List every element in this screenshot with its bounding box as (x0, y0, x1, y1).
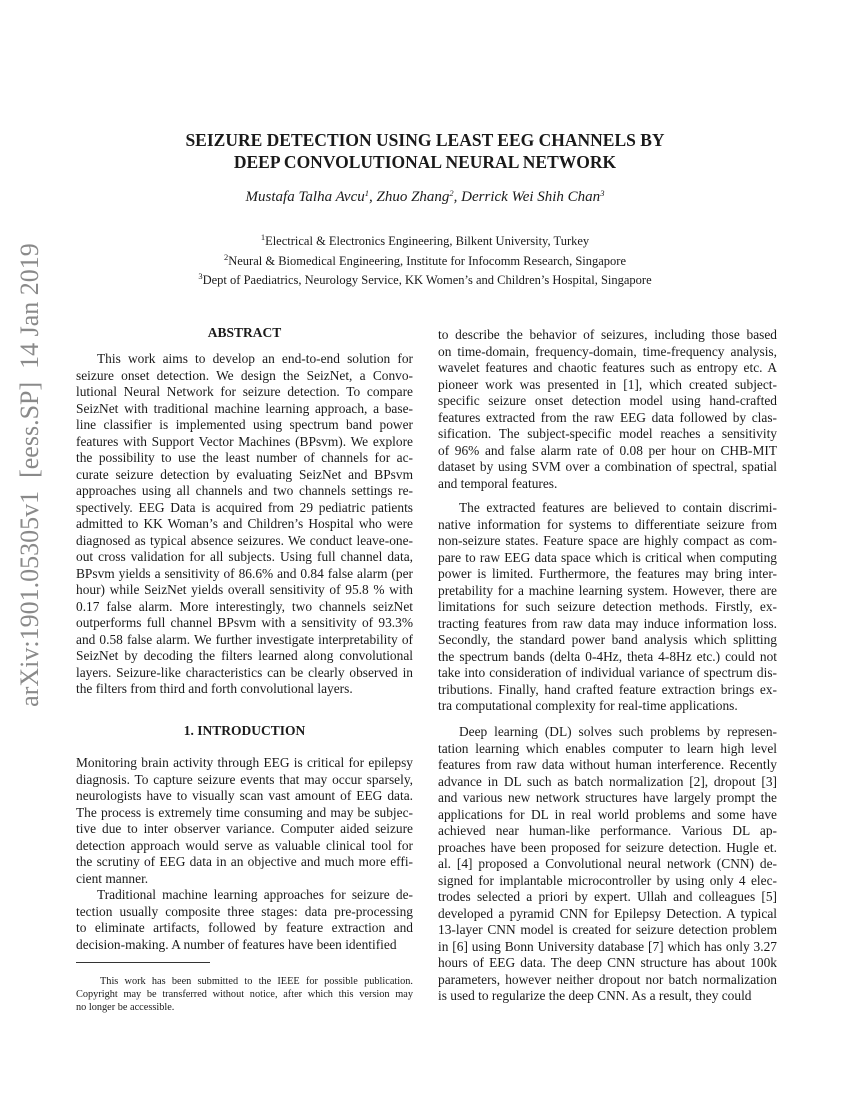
text-line: neurologists have to visually scan vast amount of EEG data. (76, 788, 413, 803)
body-paragraph (76, 755, 413, 887)
introduction-heading: 1. INTRODUCTION (183, 723, 306, 738)
text-line: achieved near human-like performance. Various DL ap- (438, 823, 777, 838)
affiliation-mark: 2 (223, 252, 229, 262)
author-name: Derrick Wei Shih Chan (461, 189, 601, 205)
text-line: the possibility to use the least number of channels for ac- (76, 450, 413, 465)
text-line: pioneer work was presented in [1], which created subject- (438, 376, 777, 392)
text-line: line classifier is implemented using spectrum band power (76, 417, 413, 432)
text-line: take into consideration of individual variance of spectrum dis- (438, 665, 777, 680)
text-line: and 0.58 false alarm. We further investigate interpretability of (76, 631, 413, 647)
text-line: 13-layer CNN model is created for seizure detection problem (438, 922, 777, 937)
text-line: decision-making. A number of features have been identified (76, 936, 397, 952)
text-line: parameters, however neither dropout nor batch normalization (438, 971, 777, 987)
text-line: layers. Seizure-like characteristics can be clearly observed in (76, 664, 413, 680)
text-line: out cross validation for all subjects. Using full channel data, (76, 549, 413, 564)
text-line: lutional Neural Network for seizure detection. To compare (76, 384, 413, 399)
author-affiliation-mark: 2 (449, 188, 454, 198)
text-line: SeizNet with traditional machine learning approach, a base- (76, 400, 413, 416)
body-paragraph (438, 327, 777, 492)
text-line: al. [4] proposed a Convolutional neural network (CNN) de- (438, 856, 777, 871)
text-line: power is limited. Furthermore, the features may bring inter- (438, 566, 777, 581)
affiliation-mark: 3 (198, 271, 203, 281)
text-line: The process is extremely time consuming and may be subjec- (76, 804, 413, 820)
text-line: SeizNet by decoding the filters learned along convolutional (76, 648, 413, 663)
text-line: tive due to inter observer variance. Computer aided seizure (76, 821, 413, 836)
body-paragraph (76, 887, 413, 953)
text-line: diagnosed as typical absence seizures. We conduct leave-one- (76, 532, 413, 548)
text-line: detection approach would serve as valuable clinical tool for (76, 837, 413, 853)
text-line: the spectrum bands (delta 0-4Hz, theta 4-8Hz etc.) could not (438, 648, 777, 664)
body-paragraph (438, 500, 777, 715)
affiliation-text: Electrical & Electronics Engineering, Bilkent University, Turkey (265, 234, 590, 248)
text-line: hour) while SeizNet yields overall sensitivity of 95.8 % with (76, 582, 413, 597)
text-line: tation learning which enables computer to learn high level (438, 740, 777, 756)
text-line: admitted to KK Woman’s and Children’s Hospital who were (76, 516, 413, 531)
text-line: hours of EEG data. The deep CNN structure has about 100k (438, 955, 777, 970)
text-line: curate seizure detection by evaluating SeizNet and BPsvm (76, 466, 413, 482)
text-line: proaches have been proposed for seizure detection. Hugle et. (438, 839, 777, 855)
abstract-paragraph (76, 351, 413, 698)
footnote-divider (76, 962, 210, 963)
text-line: no longer be accessible. (76, 1002, 175, 1013)
author-affiliation-mark: 3 (600, 188, 605, 198)
text-line: features extracted from the raw EEG data followed by clas- (438, 409, 777, 425)
paper-title (0, 129, 850, 173)
text-line: spectively. EEG Data is acquired from 29 pediatric patients (76, 499, 413, 515)
arxiv-identifier-stamp: arXiv:1901.05305v1 [eess.SP] 14 Jan 2019 (15, 243, 44, 707)
affiliation-text: Neural & Biomedical Engineering, Institute for Infocomm Research, Singapore (228, 254, 627, 268)
text-line: Deep learning (DL) solves such problems by represen- (459, 724, 777, 739)
text-line: and various new network structures have largely prompt the (438, 790, 777, 805)
text-line: tracting features from raw data may induce information loss. (438, 615, 777, 631)
affiliation (0, 234, 850, 249)
text-line: applications for DL in real world problems and some have (438, 806, 777, 822)
text-line: tra computational complexity for real-time applications. (438, 698, 738, 713)
text-line: native information for systems to differentiate seizure from (438, 516, 777, 532)
text-line: signed for implantable microcontroller by using only 4 elec- (438, 872, 777, 888)
author-name: Zhuo Zhang (376, 189, 450, 205)
affiliation-mark: 1 (260, 232, 266, 242)
author-affiliation-mark: 1 (364, 188, 369, 198)
title-line: SEIZURE DETECTION USING LEAST EEG CHANNELS BY (185, 130, 665, 150)
title-line: DEEP CONVOLUTIONAL NEURAL NETWORK (233, 152, 617, 172)
author-name: Mustafa Talha Avcu (245, 189, 365, 205)
text-line: outperforms full channel BPsvm with a sensitivity of 93.3% (76, 615, 413, 630)
text-line: to describe the behavior of seizures, including those based (438, 327, 777, 342)
text-line: wavelet features and chaotic features such as entropy etc. A (438, 360, 777, 375)
text-line: pare to raw EEG data space which is critical when computing (438, 549, 777, 565)
text-line: approaches using all channels and two channels settings re- (76, 483, 413, 498)
footnote (76, 975, 413, 1014)
text-line: cient manner. (76, 870, 149, 886)
text-line: in [6] using Bonn University database [7] which has only 3.27 (438, 938, 777, 954)
text-line: to eliminate artifacts, followed by feature extraction and (76, 920, 413, 935)
text-line: the filters from third and forth convolutional layers. (76, 681, 353, 696)
text-line: trodes selected a priori by expert. Ullah and colleagues [5] (438, 889, 777, 904)
text-line: Copyright may be transferred without notice, after which this version may (76, 989, 413, 1000)
author-list: Mustafa Talha Avcu$^1$, Zhuo Zhang$^2$, Derrick Wei Shih Chan$^3$ (245, 188, 605, 205)
text-line: is used to regularize the deep CNN. As a result, they could (438, 988, 752, 1003)
text-line: features from raw data without human interference. Recently (438, 757, 777, 772)
text-line: Traditional machine learning approaches for seizure de- (97, 887, 413, 902)
text-line: of 96% and false alarm rate of 0.08 per hour on CHB-MIT (438, 442, 777, 458)
text-line: pretability for a machine learning system. However, there are (438, 582, 777, 598)
text-line: sification. The subject-specific model reaches a sensitivity (438, 426, 777, 441)
text-line: Monitoring brain activity through EEG is critical for epilepsy (76, 755, 413, 770)
text-line: tributions. Finally, hand crafted feature extraction brings ex- (438, 681, 777, 697)
text-line: on time-domain, frequency-domain, time-frequency analysis, (438, 343, 777, 359)
text-line: diagnosis. To capture seizure events that may occur sparsely, (76, 771, 413, 787)
text-line: dataset by using SVM over a combination of spectral, spatial (438, 459, 777, 474)
text-line: This work aims to develop an end-to-end solution for (97, 351, 413, 366)
text-line: Secondly, the standard power band analysis which splitting (438, 632, 777, 647)
text-line: seizure onset detection. We design the SeizNet, a Convo- (76, 367, 413, 383)
text-line: limitations for such seizure detection methods. Firstly, ex- (438, 599, 777, 614)
text-line: 0.17 false alarm. More interestingly, two channels seizNet (76, 598, 413, 614)
text-line: This work has been submitted to the IEEE for possible publication. (100, 976, 413, 987)
text-line: developed a pyramid CNN for Epilepsy Detection. A typical (438, 905, 777, 921)
text-line: the scrutiny of EEG data in an objective and much more effi- (76, 854, 413, 869)
body-paragraph (438, 724, 777, 1005)
affiliation (0, 254, 850, 269)
abstract-heading: ABSTRACT (207, 325, 282, 340)
text-line: advance in DL such as batch normalization [2], dropout [3] (438, 773, 777, 789)
text-line: BPsvm yields a sensitivity of 86.6% and 0.84 false alarm (per (76, 565, 413, 581)
text-line: and temporal features. (438, 475, 558, 491)
text-line: specific seizure onset detection model using hand-crafted (438, 393, 777, 408)
text-line: tection usually composite three stages: data pre-processing (76, 903, 413, 919)
text-line: The extracted features are believed to contain discrimi- (459, 500, 777, 515)
text-line: non-seizure states. Feature space are highly compact as com- (438, 533, 777, 548)
affiliation (0, 273, 850, 288)
text-line: features with Support Vector Machines (BPsvm). We explore (76, 433, 413, 449)
affiliation-text: Dept of Paediatrics, Neurology Service, KK Women’s and Children’s Hospital, Singapore (202, 273, 652, 287)
